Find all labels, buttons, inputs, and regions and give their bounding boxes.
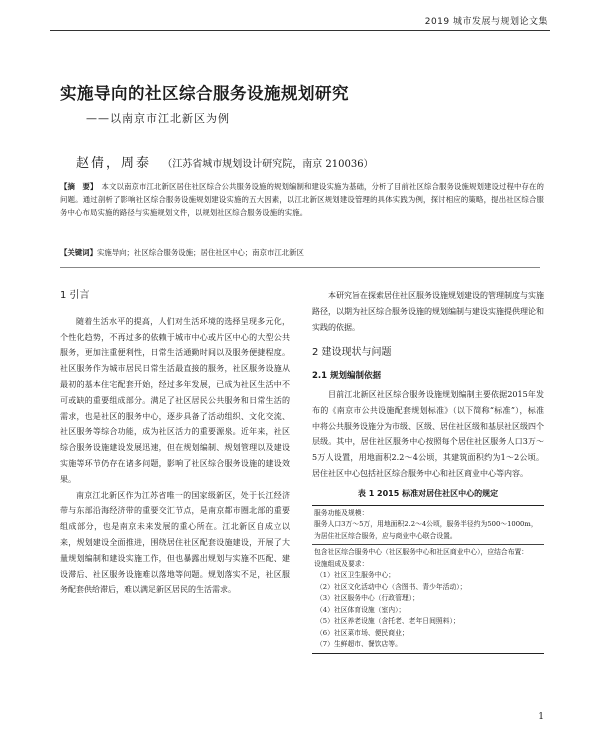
table-item: （6）社区菜市场、便民商业； — [316, 628, 409, 637]
table-row: 设施组成及要求： — [314, 559, 369, 568]
abstract-text: 本文以南京市江北新区居住社区综合公共服务设施的规划编制和建设实施为基础，分析了目前社区综合服务设施规划建设过程中存在的问题。通过剖析了影响社区综合服务设施规划建设实施的五大因素，以江北新区规划建设管理的具体实践为例，探讨相应的策略，提出社区综合服务中心布局实施的路径与实施规划文件，以规划社区综合服务设施的实施。 — [60, 182, 544, 217]
table-title: 表 1 2015 标准对居住社区中心的规定 — [357, 488, 499, 498]
abstract-label: 【摘 要】 — [60, 182, 98, 191]
table-item: （1）社区卫生服务中心； — [316, 571, 396, 580]
table-row: 为居住社区综合服务，应与商业中心联合设置。 — [314, 531, 457, 540]
table-row: 包含社区综合服务中心（社区服务中心和社区商业中心），应结合布置： — [314, 548, 529, 557]
table-item: （5）社区养老设施（含托老、老年日间照料）； — [316, 617, 460, 626]
keywords-text: 实施导向；社区综合服务设施；居住社区中心；南京市江北新区 — [96, 248, 304, 257]
author-line — [76, 152, 374, 171]
table-item: （7）生鲜超市、餐饮店等。 — [316, 640, 402, 649]
right-column — [312, 288, 544, 654]
journal-header: 2019 城市发展与规划论文集 — [424, 17, 548, 27]
subsection-heading: 2.1 规划编制依据 — [312, 371, 382, 382]
paragraph: 目前江北新区社区综合服务设施规划编制主要依据2015年发布的《南京市公共设施配套规划标准》（以下简称“标准”），标准中将公共服务设施分为市级、区级、居住社区级和基层社区级四个层级。其中，居住社区服务中心按照每个居住社区服务人口3万～5万人设置，用地面积2.2～4公顷，其建筑面积约为1～2公顷。居住社区中心包括社区综合服务中心和社区商业中心等内容。 — [312, 389, 544, 478]
section-heading-status: 2 建设现状与问题 — [312, 347, 392, 359]
left-column — [60, 288, 290, 598]
section-heading-intro: 1 引言 — [60, 290, 90, 301]
table-row: 服务人口3万～5万，用地面积2.2～4公顷，服务半径约为500～1000m， — [314, 520, 538, 529]
table-row: 服务功能及规模： — [314, 508, 369, 517]
abstract — [60, 180, 544, 219]
keywords-label: 【关键词】 — [60, 248, 97, 257]
paper-title: 实施导向的社区综合服务设施规划研究 — [60, 84, 349, 103]
standards-table — [312, 505, 544, 654]
table-divider — [312, 544, 544, 545]
paragraph: 本研究旨在探索居住社区服务设施规划建设的管理制度与实施路径，以期为社区综合服务设施的规划编制与建设实施提供理论和实践的依据。 — [312, 291, 544, 332]
keywords — [60, 246, 544, 259]
paragraph: 南京江北新区作为江苏省唯一的国家级新区，处于长江经济带与东部沿海经济带的重要交汇节点，是南京都市圈北部的重要组成部分，也是南京未来发展的重心所在。江北新区自成立以来，规划建设全面推进，围绕居住社区配套设施建设，开展了大量规划编制和建设实施工作，但也暴露出规划与实施不匹配、建设滞后、社区服务设施难以落地等问题。规划落实不足，社区服务配套供给滞后，难以满足新区居民的生活需求。 — [60, 490, 290, 595]
table-item: （2）社区文化活动中心（含图书、青少年活动）； — [316, 582, 467, 591]
header-rule — [50, 30, 550, 31]
paragraph: 随着生活水平的提高，人们对生活环境的选择呈现多元化，个性化趋势，不再过多的依赖于城市中心或片区中心的大型公共服务，更加注重便利性，日常生活通勤时间以及服务便捷程度。社区服务作为城市居民日常生活最直接的服务，社区服务设施从最初的基本住宅配套开始，经过多年发展，已成为社区生活中不可或缺的重要组成部分。满足了社区居民公共服务和日常生活的需求，也是社区的服务中心，逐步具备了活动组织、文化交流、社区服务等综合功能，成为社区活力的重要源泉。近年来，社区综合服务设施建设发展迅速，但在规划编制、规划管理以及建设实施等环节仍存在诸多问题，影响了社区综合服务设施的建设效果。 — [60, 316, 290, 484]
page-number: 1 — [538, 712, 544, 722]
table-item: （3）社区服务中心（行政管理）； — [316, 594, 419, 603]
table-item: （4）社区体育设施（室内）； — [316, 605, 406, 614]
paper-subtitle: ——以南京市江北新区为例 — [86, 112, 230, 125]
author-affiliation: （江苏省城市规划设计研究院，南京 210036） — [162, 159, 374, 170]
section-divider — [60, 267, 540, 268]
author-names: 赵倩，周泰 — [76, 156, 152, 171]
